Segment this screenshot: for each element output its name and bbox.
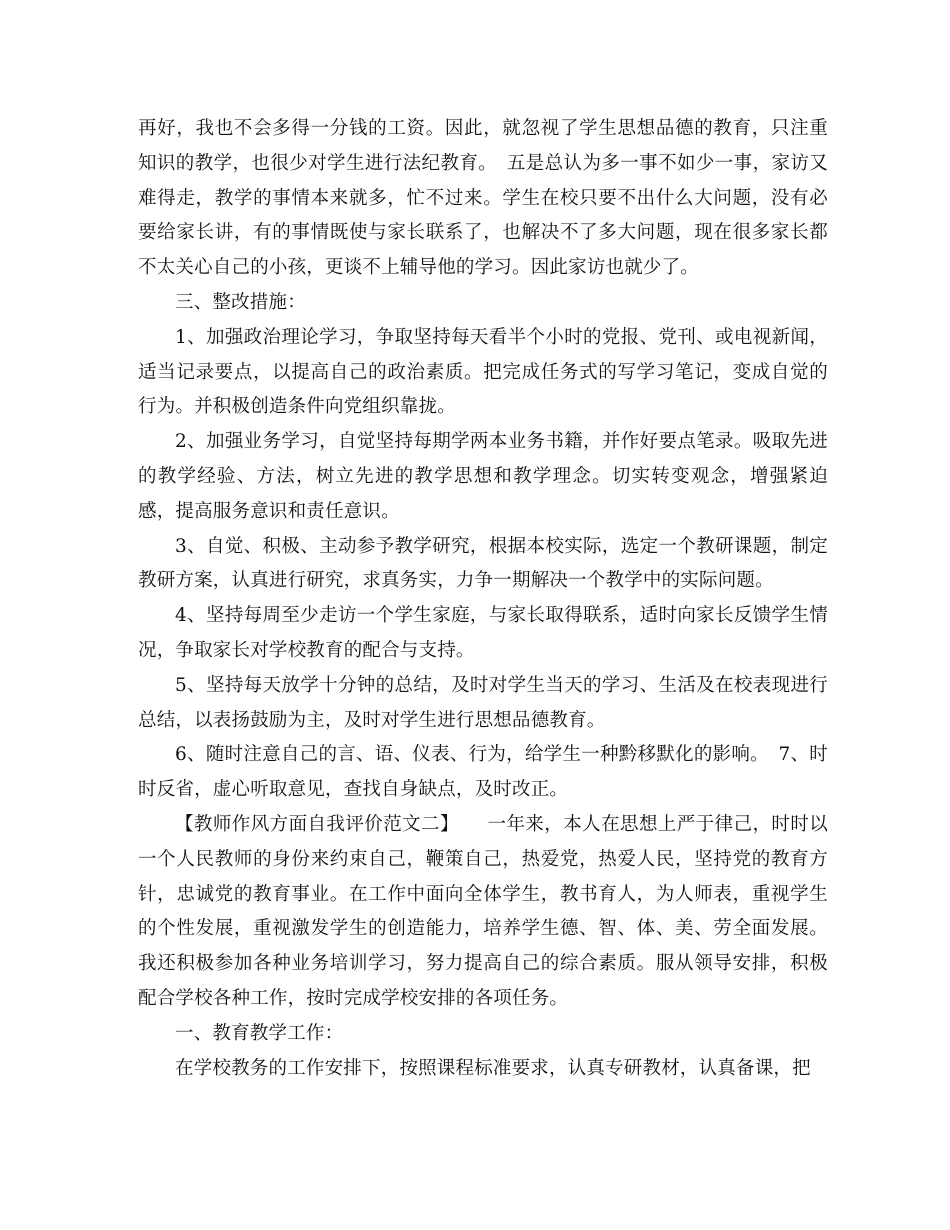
measure-item-4: 4、坚持每周至少走访一个学生家庭，与家长取得联系，适时向家长反馈学生情况，争取家长对学校教育的配合与支持。 — [138, 605, 828, 661]
measure-item-5: 5、坚持每天放学十分钟的总结，及时对学生当天的学习、生活及在校表现进行总结，以表扬鼓励为主，及时对学生进行思想品德教育。 — [138, 674, 828, 731]
section-heading-rectification: 三、整改措施： — [175, 291, 306, 313]
sample-two-paragraph: 【教师作风方面自我评价范文二】 一年来，本人在思想上严于律己，时时以一个人民教师的身份来约束自己，鞭策自己，热爱党，热爱人民，坚持党的教育方针，忠诚党的教育事业。在工作中面向全体学生，教书育人，为人师表，重视学生的个性发展，重视激发学生的创造能力，培养学生德、智、体、美、劳全面发展。我还积极参加各种业务培训学习，努力提高自己的综合素质。服从领导安排，积极配合学校各种工作，按时完成学校安排的各项任务。 — [138, 813, 828, 1009]
section-heading-teaching: 一、教育教学工作： — [175, 1022, 344, 1044]
teaching-paragraph: 在学校教务的工作安排下，按照课程标准要求，认真专研教材，认真备课，把 — [175, 1057, 811, 1079]
measure-item-3: 3、自觉、积极、主动参予教学研究，根据本校实际，选定一个教研课题，制定教研方案，认真进行研究，求真务实，力争一期解决一个教学中的实际问题。 — [138, 535, 828, 592]
measure-item-1: 1、加强政治理论学习，争取坚持每天看半个小时的党报、党刊、或电视新闻，适当记录要点，以提高自己的政治素质。把完成任务式的写学习笔记，变成自觉的行为。并积极创造条件向党组织靠拢。 — [138, 326, 828, 418]
measure-item-6-7: 6、随时注意自己的言、语、仪表、行为，给学生一种黔移默化的影响。 7、时时反省，虚心听取意见，查找自身缺点，及时改正。 — [138, 744, 828, 801]
measure-item-2: 2、加强业务学习，自觉坚持每期学两本业务书籍，并作好要点笔录。吸取先进的教学经验、方法，树立先进的教学思想和教学理念。切实转变观念，增强紧迫感，提高服务意识和责任意识。 — [138, 431, 828, 522]
document-body — [138, 112, 828, 1086]
paragraph-1: 再好，我也不会多得一分钱的工资。因此，就忽视了学生思想品德的教育，只注重知识的教学，也很少对学生进行法纪教育。 五是总认为多一事不如少一事，家访又难得走，教学的事情本来就多，忙不过来。学生在校只要不出什么大问题，没有必要给家长讲，有的事情既使与家长联系了，也解决不了多大问题，现在很多家长都不太关心自己的小孩，更谈不上辅导他的学习。因此家访也就少了。 — [138, 118, 828, 279]
